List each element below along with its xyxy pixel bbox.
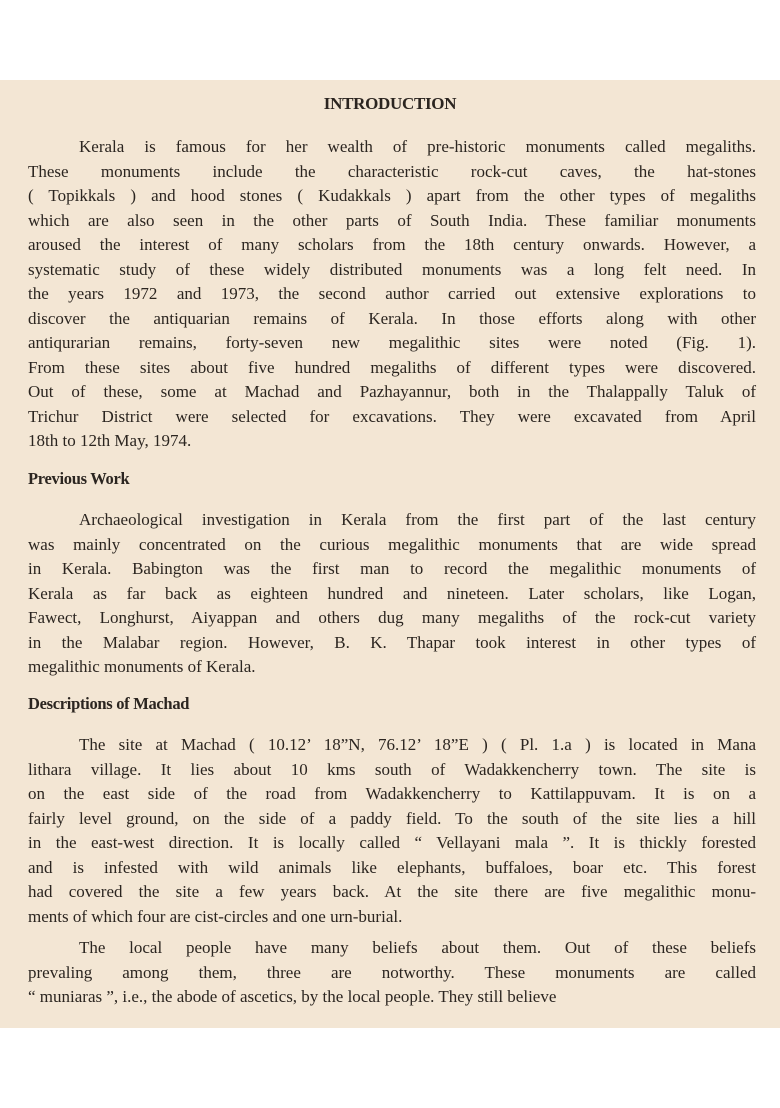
text-line: Trichur District were selected for excavations. They were excavated from April bbox=[28, 406, 756, 426]
text-line: which are also seen in the other parts of South India. These familiar monuments bbox=[28, 210, 756, 230]
text-line: lithara village. It lies about 10 kms south of Wadakkencherry town. The site is bbox=[28, 759, 756, 779]
document-page bbox=[0, 80, 780, 1028]
text-line: in the east-west direction. It is locally called “ Vellayani mala ”. It is thickly forested bbox=[28, 833, 756, 852]
text-line: Kerala as far back as eighteen hundred and nineteen. Later scholars, like Logan, bbox=[28, 583, 756, 603]
text-line: fairly level ground, on the side of a paddy field. To the south of the site lies a hill bbox=[28, 808, 756, 828]
text-line: Fawect, Longhurst, Aiyappan and others dug many megaliths of the rock-cut variety bbox=[28, 608, 756, 627]
text-line: and is infested with wild animals like elephants, buffaloes, boar etc. This forest bbox=[28, 857, 756, 877]
text-line: “ muniaras ”, i.e., the abode of ascetics, by the local people. They still believe bbox=[28, 987, 557, 1006]
text-line: ments of which four are cist-circles and one urn-burial. bbox=[28, 906, 403, 926]
text-line: megalithic monuments of Kerala. bbox=[28, 657, 256, 676]
text-line: prevaling among them, three are notworthy. These monuments are called bbox=[28, 962, 756, 982]
text-line: was mainly concentrated on the curious megalithic monuments that are wide spread bbox=[28, 534, 756, 554]
page-title: INTRODUCTION bbox=[323, 94, 457, 113]
text-line: ( Topikkals ) and hood stones ( Kudakkals ) apart from the other types of megaliths bbox=[28, 186, 756, 205]
text-line: The site at Machad ( 10.12’ 18”N, 76.12’ 18”E ) ( Pl. 1.a ) is located in Mana bbox=[79, 735, 756, 754]
section-heading: Previous Work bbox=[28, 469, 130, 488]
text-line: on the east side of the road from Wadakkencherry to Kattilappuvam. It is on a bbox=[28, 784, 756, 803]
text-line: Archaeological investigation in Kerala from the first part of the last century bbox=[79, 510, 756, 529]
text-line: in the Malabar region. However, B. K. Thapar took interest in other types of bbox=[28, 632, 756, 652]
text-line: These monuments include the characteristic rock-cut caves, the hat-stones bbox=[28, 161, 756, 181]
section-heading: Descriptions of Machad bbox=[28, 694, 190, 713]
text-line: the years 1972 and 1973, the second author carried out extensive explorations to bbox=[28, 284, 756, 303]
text-line: Kerala is famous for her wealth of pre-historic monuments called megaliths. bbox=[79, 137, 756, 156]
text-line: in Kerala. Babington was the first man to record the megalithic monuments of bbox=[28, 559, 756, 578]
text-line: discover the antiquarian remains of Kerala. In those efforts along with other bbox=[28, 308, 756, 328]
text-line: Out of these, some at Machad and Pazhayannur, both in the Thalappally Taluk of bbox=[28, 382, 756, 401]
text-line: had covered the site a few years back. At the site there are five megalithic monu- bbox=[28, 882, 756, 901]
text-line: aroused the interest of many scholars from the 18th century onwards. However, a bbox=[28, 235, 756, 254]
text-line: From these sites about five hundred megaliths of different types were discovered. bbox=[28, 357, 756, 377]
text-line: 18th to 12th May, 1974. bbox=[28, 431, 192, 450]
text-line: The local people have many beliefs about them. Out of these beliefs bbox=[79, 938, 756, 957]
text-line: systematic study of these widely distributed monuments was a long felt need. In bbox=[28, 259, 756, 279]
text-line: antiqurarian remains, forty-seven new megalithic sites were noted (Fig. 1). bbox=[28, 333, 756, 352]
